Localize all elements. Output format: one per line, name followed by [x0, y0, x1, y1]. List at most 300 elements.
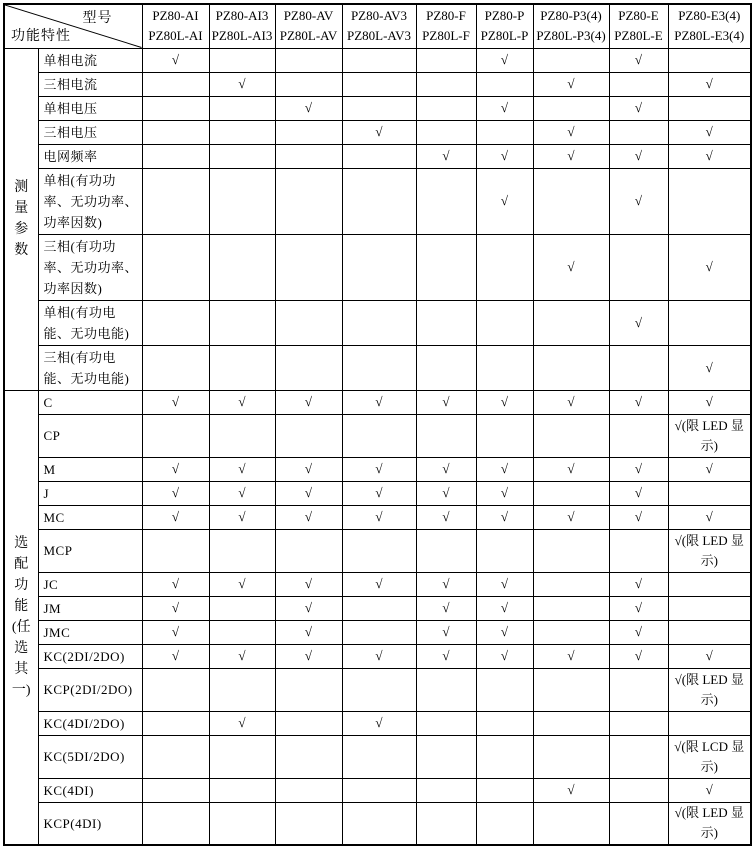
feature-label: KC(2DI/2DO)	[38, 644, 142, 668]
empty-cell	[142, 168, 209, 234]
check-cell: √(限 LED 显示)	[668, 414, 751, 457]
empty-cell	[668, 48, 751, 72]
empty-cell	[476, 120, 533, 144]
empty-cell	[142, 668, 209, 711]
empty-cell	[533, 711, 609, 735]
check-cell: √	[533, 390, 609, 414]
check-cell: √	[533, 505, 609, 529]
check-cell: √	[668, 72, 751, 96]
table-row	[4, 481, 751, 505]
empty-cell	[275, 668, 342, 711]
check-cell: √	[609, 572, 668, 596]
check-cell: √	[342, 505, 416, 529]
check-cell: √	[609, 481, 668, 505]
check-cell: √	[142, 48, 209, 72]
empty-cell	[209, 596, 275, 620]
section-label-line: 能	[14, 599, 29, 615]
feature-label: 单相(有功功率、无功功率、功率因数)	[38, 168, 142, 234]
check-cell: √	[609, 168, 668, 234]
column-header	[609, 4, 668, 48]
empty-cell	[342, 168, 416, 234]
feature-label: JM	[38, 596, 142, 620]
feature-label: M	[38, 457, 142, 481]
check-cell: √	[275, 505, 342, 529]
empty-cell	[209, 120, 275, 144]
empty-cell	[342, 414, 416, 457]
empty-cell	[209, 96, 275, 120]
empty-cell	[416, 300, 476, 345]
empty-cell	[342, 668, 416, 711]
check-cell: √	[533, 234, 609, 300]
section-label-line: 参	[14, 222, 29, 237]
empty-cell	[209, 668, 275, 711]
empty-cell	[142, 120, 209, 144]
table-row	[4, 572, 751, 596]
empty-cell	[209, 414, 275, 457]
empty-cell	[668, 481, 751, 505]
empty-cell	[533, 668, 609, 711]
section-label-line: 选	[14, 641, 29, 657]
empty-cell	[533, 345, 609, 390]
empty-cell	[609, 414, 668, 457]
check-cell: √	[609, 505, 668, 529]
empty-cell	[275, 48, 342, 72]
check-cell: √	[668, 144, 751, 168]
section-label-line: 数	[14, 243, 29, 258]
check-cell: √	[275, 481, 342, 505]
table-row	[4, 414, 751, 457]
empty-cell	[209, 168, 275, 234]
check-cell: √	[668, 234, 751, 300]
model-name: PZ80-P3(4)	[540, 8, 602, 24]
empty-cell	[142, 234, 209, 300]
table-row	[4, 345, 751, 390]
table-row	[4, 644, 751, 668]
check-cell: √	[609, 48, 668, 72]
empty-cell	[609, 711, 668, 735]
check-cell: √	[609, 644, 668, 668]
empty-cell	[416, 668, 476, 711]
product-feature-table	[3, 3, 752, 846]
table-row	[4, 778, 751, 802]
model-name: PZ80L-P	[480, 28, 529, 44]
check-cell: √	[209, 72, 275, 96]
section-label-line: 功	[14, 578, 29, 594]
table-row	[4, 711, 751, 735]
empty-cell	[533, 620, 609, 644]
empty-cell	[609, 120, 668, 144]
check-cell: √	[609, 596, 668, 620]
empty-cell	[533, 572, 609, 596]
empty-cell	[142, 300, 209, 345]
model-name: PZ80-F	[426, 8, 466, 24]
feature-label: KC(5DI/2DO)	[38, 735, 142, 778]
check-cell: √	[209, 457, 275, 481]
table-row	[4, 457, 751, 481]
feature-label: 单相电压	[38, 96, 142, 120]
table-row	[4, 620, 751, 644]
check-cell: √	[275, 390, 342, 414]
check-cell: √	[416, 596, 476, 620]
table-row	[4, 48, 751, 72]
empty-cell	[476, 668, 533, 711]
empty-cell	[275, 345, 342, 390]
empty-cell	[416, 48, 476, 72]
section-label-line: 测	[14, 180, 29, 195]
empty-cell	[533, 168, 609, 234]
check-cell: √	[668, 345, 751, 390]
empty-cell	[142, 711, 209, 735]
check-cell: √	[609, 620, 668, 644]
check-cell: √	[342, 644, 416, 668]
empty-cell	[476, 414, 533, 457]
empty-cell	[275, 529, 342, 572]
section-label-line: 量	[14, 201, 29, 216]
empty-cell	[209, 234, 275, 300]
check-cell: √	[275, 644, 342, 668]
empty-cell	[476, 778, 533, 802]
empty-cell	[416, 234, 476, 300]
empty-cell	[668, 572, 751, 596]
model-name: PZ80L-E	[614, 28, 663, 44]
check-cell: √	[533, 144, 609, 168]
check-cell: √	[668, 778, 751, 802]
empty-cell	[609, 529, 668, 572]
empty-cell	[668, 168, 751, 234]
check-cell: √	[668, 457, 751, 481]
check-cell: √	[342, 390, 416, 414]
column-header	[209, 4, 275, 48]
check-cell: √	[476, 390, 533, 414]
model-name: PZ80L-AV3	[346, 28, 412, 44]
feature-label: KCP(4DI)	[38, 802, 142, 845]
column-header	[476, 4, 533, 48]
feature-label: 单相(有功电能、无功电能)	[38, 300, 142, 345]
table-row	[4, 144, 751, 168]
empty-cell	[275, 144, 342, 168]
table-row	[4, 505, 751, 529]
section-label-line: 选	[14, 536, 29, 552]
check-cell: √	[416, 144, 476, 168]
model-name: PZ80-AV	[283, 8, 334, 24]
check-cell: √	[609, 457, 668, 481]
empty-cell	[275, 735, 342, 778]
check-cell: √	[275, 457, 342, 481]
empty-cell	[416, 345, 476, 390]
model-name: PZ80-E	[618, 8, 659, 24]
corner-feature-label: 功能特性	[11, 28, 71, 44]
empty-cell	[416, 96, 476, 120]
table-row	[4, 120, 751, 144]
check-cell: √	[209, 505, 275, 529]
feature-label: 三相电压	[38, 120, 142, 144]
empty-cell	[142, 144, 209, 168]
empty-cell	[342, 596, 416, 620]
empty-cell	[416, 778, 476, 802]
feature-label: 三相(有功电能、无功电能)	[38, 345, 142, 390]
model-name: PZ80L-AI	[148, 28, 203, 44]
table-row	[4, 390, 751, 414]
table-row	[4, 300, 751, 345]
empty-cell	[209, 529, 275, 572]
check-cell: √	[342, 481, 416, 505]
feature-label: JMC	[38, 620, 142, 644]
empty-cell	[342, 72, 416, 96]
check-cell: √	[668, 390, 751, 414]
empty-cell	[533, 735, 609, 778]
empty-cell	[416, 529, 476, 572]
check-cell: √	[142, 457, 209, 481]
empty-cell	[533, 96, 609, 120]
feature-label: 三相电流	[38, 72, 142, 96]
check-cell: √	[476, 505, 533, 529]
feature-label: JC	[38, 572, 142, 596]
empty-cell	[275, 414, 342, 457]
check-cell: √	[533, 778, 609, 802]
header-row	[4, 4, 751, 48]
check-cell: √	[416, 481, 476, 505]
section-label-line: 配	[14, 557, 29, 573]
empty-cell	[209, 620, 275, 644]
model-name: PZ80L-AV	[279, 28, 338, 44]
empty-cell	[209, 802, 275, 845]
empty-cell	[476, 72, 533, 96]
table-row	[4, 735, 751, 778]
check-cell: √	[476, 144, 533, 168]
empty-cell	[342, 300, 416, 345]
check-cell: √	[416, 505, 476, 529]
check-cell: √	[342, 572, 416, 596]
empty-cell	[342, 48, 416, 72]
check-cell: √	[142, 505, 209, 529]
empty-cell	[142, 72, 209, 96]
table-row	[4, 96, 751, 120]
column-header	[668, 4, 751, 48]
empty-cell	[609, 345, 668, 390]
model-name: PZ80-P	[484, 8, 525, 24]
column-header	[275, 4, 342, 48]
empty-cell	[342, 529, 416, 572]
model-name: PZ80L-F	[422, 28, 470, 44]
empty-cell	[476, 345, 533, 390]
empty-cell	[342, 144, 416, 168]
empty-cell	[533, 414, 609, 457]
check-cell: √	[209, 644, 275, 668]
check-cell: √	[209, 481, 275, 505]
table-row	[4, 168, 751, 234]
check-cell: √	[342, 120, 416, 144]
empty-cell	[668, 300, 751, 345]
check-cell: √	[609, 300, 668, 345]
empty-cell	[609, 778, 668, 802]
empty-cell	[342, 345, 416, 390]
empty-cell	[416, 802, 476, 845]
check-cell: √	[476, 620, 533, 644]
check-cell: √	[275, 572, 342, 596]
empty-cell	[142, 345, 209, 390]
empty-cell	[342, 234, 416, 300]
model-name: PZ80L-E3(4)	[674, 28, 745, 44]
table-row	[4, 234, 751, 300]
empty-cell	[342, 620, 416, 644]
check-cell: √	[668, 644, 751, 668]
table-row	[4, 72, 751, 96]
empty-cell	[142, 778, 209, 802]
check-cell: √	[476, 457, 533, 481]
check-cell: √	[209, 390, 275, 414]
empty-cell	[476, 802, 533, 845]
check-cell: √	[416, 457, 476, 481]
check-cell: √(限 LED 显示)	[668, 529, 751, 572]
empty-cell	[609, 234, 668, 300]
empty-cell	[533, 481, 609, 505]
empty-cell	[533, 300, 609, 345]
check-cell: √	[533, 120, 609, 144]
empty-cell	[416, 72, 476, 96]
empty-cell	[416, 120, 476, 144]
check-cell: √	[209, 572, 275, 596]
empty-cell	[416, 168, 476, 234]
empty-cell	[476, 735, 533, 778]
column-header	[416, 4, 476, 48]
section-label-line: (任	[11, 620, 31, 636]
check-cell: √	[533, 644, 609, 668]
empty-cell	[142, 735, 209, 778]
empty-cell	[533, 596, 609, 620]
check-cell: √	[416, 390, 476, 414]
empty-cell	[275, 802, 342, 845]
empty-cell	[668, 711, 751, 735]
empty-cell	[476, 300, 533, 345]
section-label-line: 其	[14, 662, 29, 678]
empty-cell	[342, 802, 416, 845]
check-cell: √	[476, 572, 533, 596]
model-name: PZ80-AI3	[215, 8, 269, 24]
check-cell: √	[476, 596, 533, 620]
empty-cell	[209, 778, 275, 802]
empty-cell	[416, 735, 476, 778]
empty-cell	[275, 711, 342, 735]
check-cell: √	[142, 620, 209, 644]
empty-cell	[275, 168, 342, 234]
empty-cell	[209, 345, 275, 390]
feature-label: KCP(2DI/2DO)	[38, 668, 142, 711]
empty-cell	[609, 72, 668, 96]
model-name: PZ80-E3(4)	[678, 8, 741, 24]
empty-cell	[275, 778, 342, 802]
corner-cell	[4, 4, 142, 48]
empty-cell	[275, 120, 342, 144]
empty-cell	[209, 48, 275, 72]
empty-cell	[609, 668, 668, 711]
check-cell: √	[668, 120, 751, 144]
empty-cell	[342, 735, 416, 778]
check-cell: √	[142, 481, 209, 505]
feature-label: MCP	[38, 529, 142, 572]
table-row	[4, 596, 751, 620]
table-row	[4, 668, 751, 711]
check-cell: √	[416, 644, 476, 668]
check-cell: √(限 LED 显示)	[668, 668, 751, 711]
empty-cell	[609, 802, 668, 845]
check-cell: √	[142, 572, 209, 596]
feature-label: MC	[38, 505, 142, 529]
check-cell: √	[142, 644, 209, 668]
check-cell: √	[533, 72, 609, 96]
feature-label: KC(4DI/2DO)	[38, 711, 142, 735]
empty-cell	[275, 300, 342, 345]
check-cell: √	[476, 96, 533, 120]
empty-cell	[209, 735, 275, 778]
empty-cell	[142, 414, 209, 457]
empty-cell	[275, 72, 342, 96]
empty-cell	[668, 620, 751, 644]
check-cell: √(限 LCD 显示)	[668, 735, 751, 778]
empty-cell	[142, 802, 209, 845]
feature-label: J	[38, 481, 142, 505]
empty-cell	[416, 711, 476, 735]
check-cell: √	[476, 168, 533, 234]
feature-label: 电网频率	[38, 144, 142, 168]
empty-cell	[533, 48, 609, 72]
empty-cell	[476, 711, 533, 735]
model-name: PZ80L-AI3	[211, 28, 273, 44]
empty-cell	[533, 802, 609, 845]
check-cell: √	[275, 620, 342, 644]
check-cell: √	[142, 390, 209, 414]
empty-cell	[142, 96, 209, 120]
model-name: PZ80-AV3	[350, 8, 408, 24]
empty-cell	[668, 596, 751, 620]
check-cell: √	[342, 457, 416, 481]
check-cell: √	[142, 596, 209, 620]
model-name: PZ80-AI	[152, 8, 199, 24]
empty-cell	[533, 529, 609, 572]
feature-label: KC(4DI)	[38, 778, 142, 802]
feature-label: C	[38, 390, 142, 414]
section-label	[4, 48, 38, 390]
check-cell: √	[416, 620, 476, 644]
empty-cell	[209, 300, 275, 345]
model-name: PZ80L-P3(4)	[536, 28, 606, 44]
check-cell: √	[416, 572, 476, 596]
check-cell: √	[533, 457, 609, 481]
check-cell: √	[609, 96, 668, 120]
section-label-line: 一)	[11, 683, 31, 699]
check-cell: √	[476, 48, 533, 72]
feature-label: 三相(有功功率、无功功率、功率因数)	[38, 234, 142, 300]
check-cell: √	[209, 711, 275, 735]
check-cell: √	[476, 644, 533, 668]
feature-label: 单相电流	[38, 48, 142, 72]
check-cell: √	[275, 596, 342, 620]
empty-cell	[342, 778, 416, 802]
empty-cell	[476, 234, 533, 300]
column-header	[142, 4, 209, 48]
check-cell: √	[609, 390, 668, 414]
check-cell: √(限 LED 显示)	[668, 802, 751, 845]
empty-cell	[142, 529, 209, 572]
table-row	[4, 802, 751, 845]
empty-cell	[609, 735, 668, 778]
empty-cell	[476, 529, 533, 572]
corner-model-label: 型号	[82, 11, 113, 26]
feature-label: CP	[38, 414, 142, 457]
check-cell: √	[275, 96, 342, 120]
empty-cell	[416, 414, 476, 457]
check-cell: √	[609, 144, 668, 168]
column-header	[342, 4, 416, 48]
